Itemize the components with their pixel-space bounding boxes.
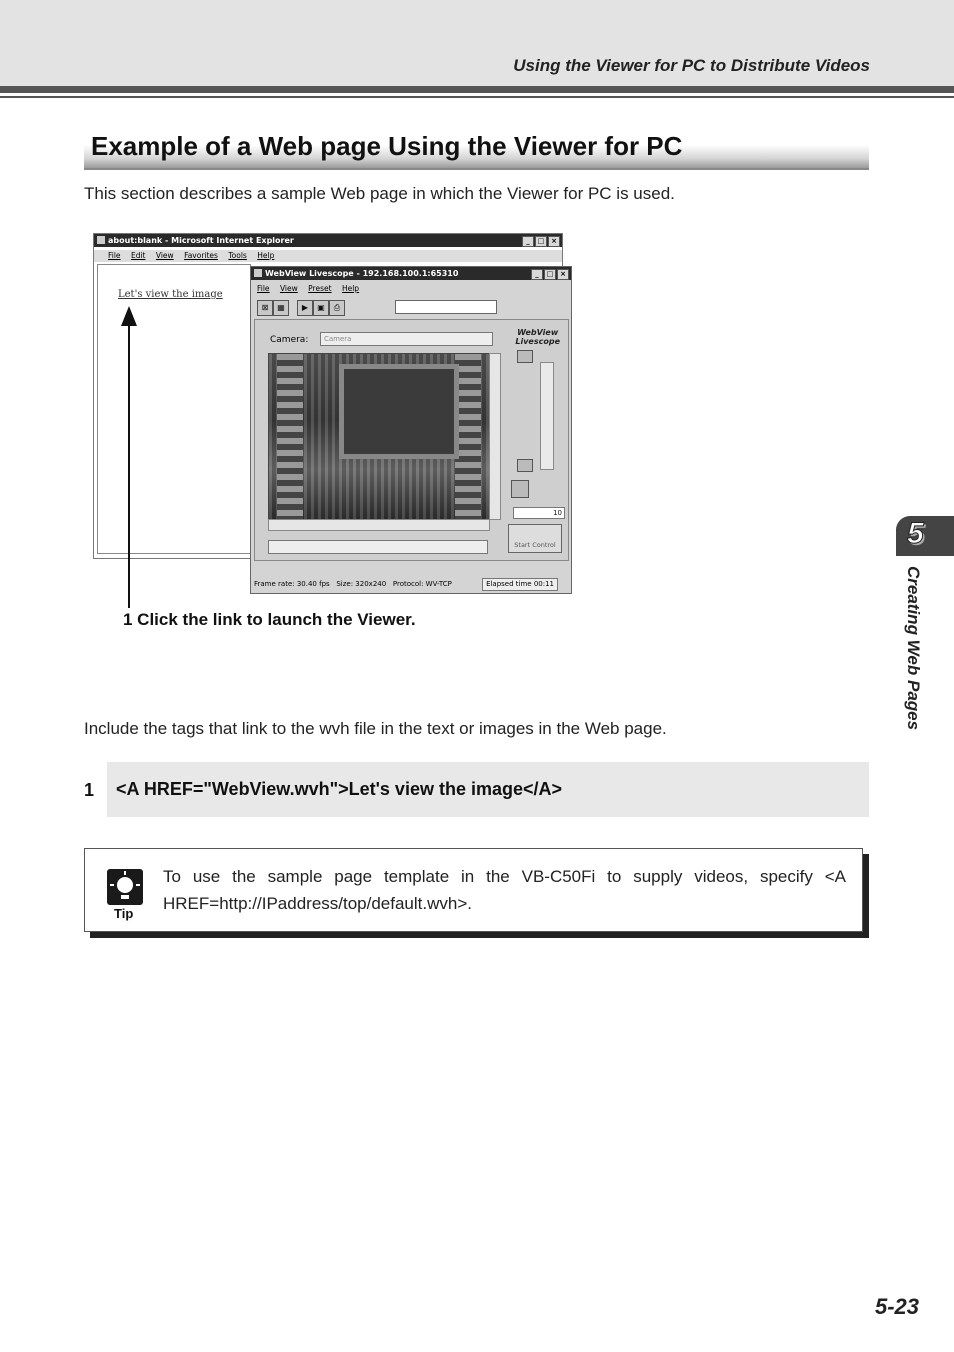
play-icon: ▶ — [297, 300, 313, 316]
chapter-number: 5 — [907, 517, 924, 550]
viewer-app-icon — [254, 269, 262, 277]
zoom-in-icon — [517, 350, 533, 363]
viewer-toolbar — [255, 299, 567, 317]
ie-menubar — [94, 250, 562, 262]
instruction-paragraph: Include the tags that link to the wvh file in the text or images in the Web page. — [84, 719, 667, 738]
chapter-side-label: Creating Web Pages — [904, 566, 923, 731]
ie-menu-file: File — [108, 251, 121, 260]
logo-line2: Livescope — [515, 337, 560, 346]
lightbulb-ray — [110, 884, 114, 886]
lightbulb-glass — [117, 877, 133, 893]
livescope-logo — [515, 328, 560, 346]
ie-title: about:blank - Microsoft Internet Explorer — [108, 236, 294, 245]
snapshot-icon: ▣ — [313, 300, 329, 316]
chapter-tab — [896, 516, 954, 556]
viewer-window-screenshot — [250, 266, 572, 594]
fullscreen-icon: ⊠ — [257, 300, 273, 316]
ie-menu-tools: Tools — [228, 251, 247, 260]
ie-menu-edit: Edit — [130, 251, 146, 260]
callout-arrow-line — [128, 322, 130, 608]
video-frame — [268, 353, 490, 520]
start-control-button: Start Control — [508, 524, 562, 553]
code-example-text: <A HREF="WebView.wvh">Let's view the image</A> — [116, 779, 563, 799]
section-heading-text: Example of a Web page Using the Viewer for PC — [91, 131, 683, 161]
minimize-icon: _ — [522, 236, 534, 247]
minimize-icon: _ — [531, 269, 543, 280]
ie-titlebar — [94, 234, 562, 247]
viewer-menubar — [251, 283, 571, 295]
tip-text: To use the sample page template in the VB-C50Fi to supply videos, specify <A HREF=http://IPaddress/top/default.wvh>. — [163, 867, 846, 913]
camera-combo: Camera — [320, 332, 493, 346]
lightbulb-base — [121, 895, 129, 899]
intro-paragraph: This section describes a sample Web page in which the Viewer for PC is used. — [84, 184, 675, 203]
lightbulb-icon — [107, 869, 143, 905]
ie-window-controls — [522, 236, 560, 247]
ie-app-icon — [97, 236, 105, 244]
ie-menu-favorites: Favorites — [184, 251, 218, 260]
zoom-out-icon — [517, 459, 533, 472]
header-rule-thin — [0, 96, 954, 98]
logo-line1: WebView — [517, 328, 559, 337]
status-frame-rate: Frame rate: 30.40 fps — [254, 580, 330, 588]
grid-icon: ▦ — [273, 300, 289, 316]
close-icon: × — [557, 269, 569, 280]
figure-callout: 1 Click the link to launch the Viewer. — [123, 610, 416, 629]
ie-menu-help: Help — [257, 251, 275, 260]
viewer-titlebar — [251, 267, 571, 280]
camera-label: Camera: — [270, 335, 309, 345]
print-icon: ⎙ — [329, 300, 345, 316]
viewer-menu-view: View — [279, 284, 298, 293]
video-building-left — [277, 354, 303, 519]
maximize-icon: □ — [544, 269, 556, 280]
maximize-icon: □ — [535, 236, 547, 247]
tip-label: Tip — [114, 906, 134, 921]
viewer-panel — [254, 319, 569, 561]
sample-page-link: Let's view the image — [118, 289, 223, 300]
viewer-window-controls — [531, 269, 569, 280]
video-horizontal-scrollbar — [268, 519, 490, 531]
fps-indicator: 10 — [513, 507, 565, 519]
status-elapsed: Elapsed time 00:11 — [482, 578, 558, 591]
zoom-slider — [540, 362, 554, 470]
header-rule — [0, 86, 954, 93]
lightbulb-ray — [136, 884, 140, 886]
status-size: Size: 320x240 — [336, 580, 387, 588]
viewer-menu-help: Help — [341, 284, 360, 293]
viewer-menu-file: File — [257, 284, 270, 293]
section-heading — [84, 126, 869, 170]
status-protocol: Protocol: WV-TCP — [392, 580, 452, 588]
lightbulb-ray — [124, 871, 126, 875]
code-step-number: 1 — [84, 780, 95, 800]
viewer-menu-preset: Preset — [308, 284, 332, 293]
video-billboard — [339, 364, 459, 459]
ie-menu-view: View — [155, 251, 174, 260]
running-header-title: Using the Viewer for PC to Distribute Videos — [513, 56, 870, 75]
backlight-icon — [511, 480, 529, 498]
video-vertical-scrollbar — [489, 353, 501, 520]
viewer-title: WebView Livescope - 192.168.100.1:65310 — [265, 269, 459, 278]
code-example-box — [107, 762, 869, 817]
preset-combo — [395, 300, 497, 314]
page-number: 5-23 — [874, 1294, 919, 1319]
close-icon: × — [548, 236, 560, 247]
tip-box — [84, 848, 863, 932]
viewer-statusbar — [254, 577, 568, 591]
preset-select-combo — [268, 540, 488, 554]
